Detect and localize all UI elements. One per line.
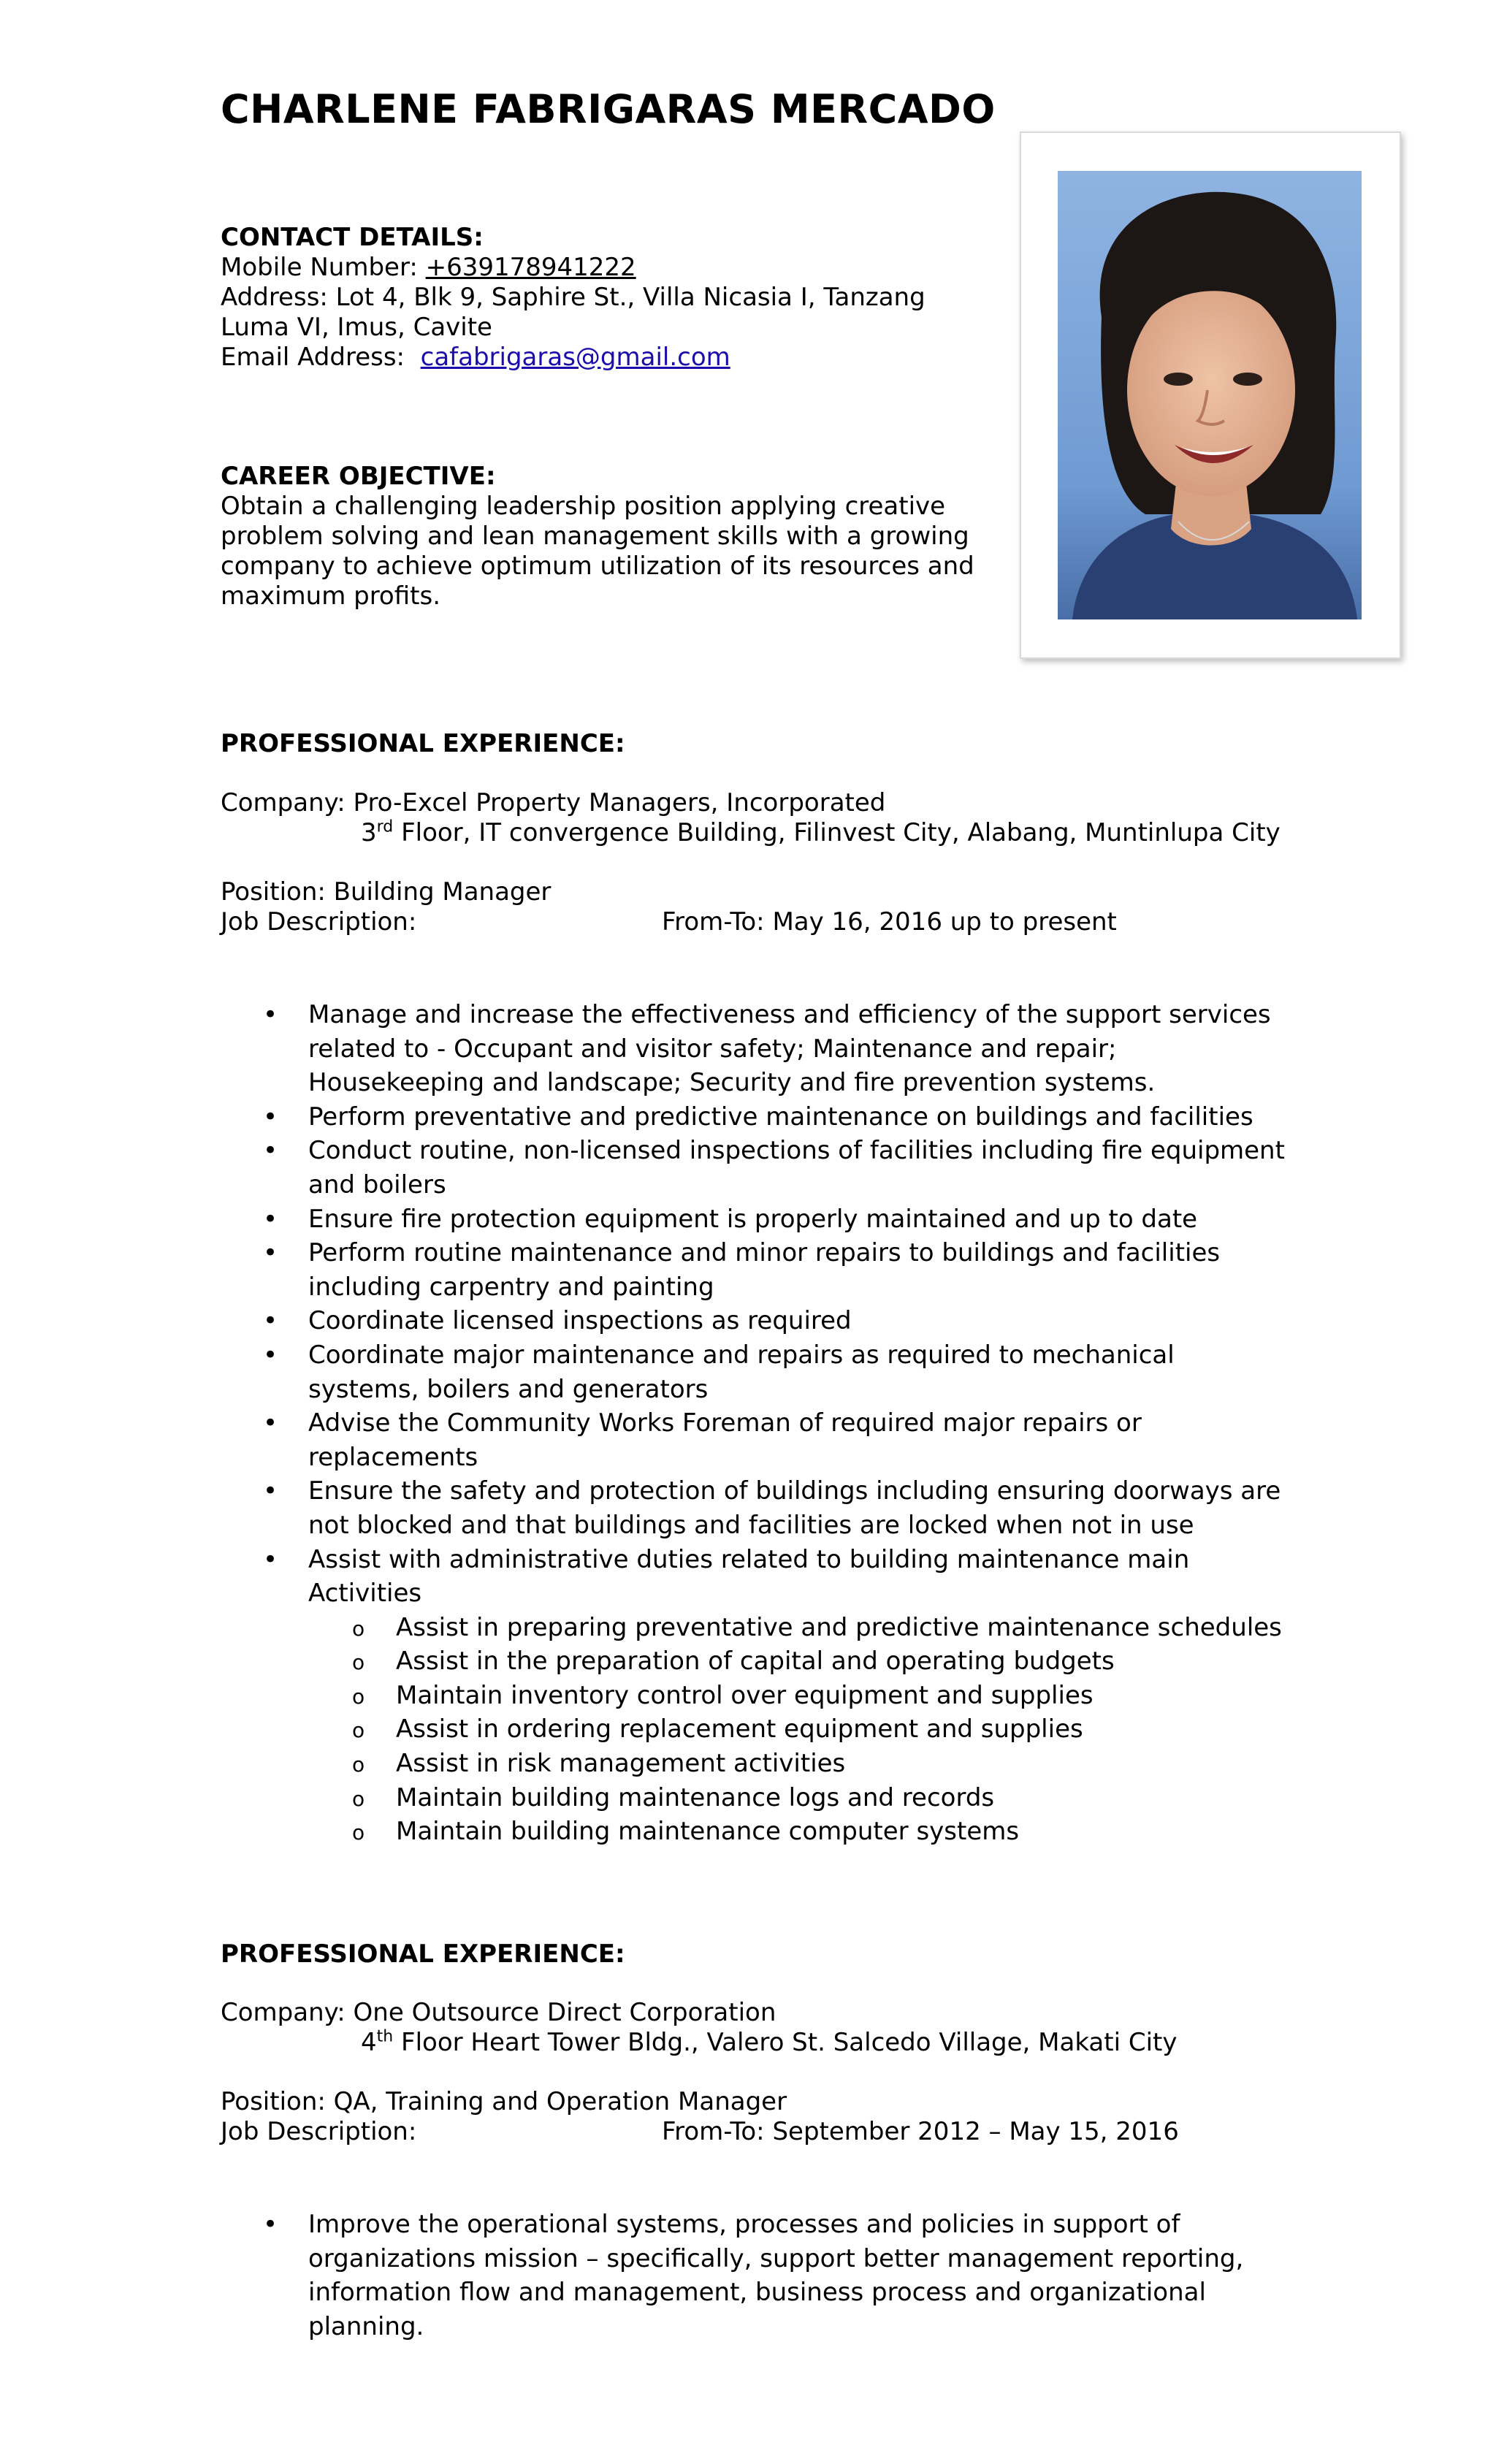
duty-bullet-line: • Assist with administrative duties related to building maintenance main	[308, 1544, 1190, 1574]
duty-bullet-item	[221, 1406, 1285, 1474]
experience-1-address-rest: Floor, IT convergence Building, Filinvest City, Alabang, Muntinlupa City	[393, 818, 1281, 847]
experience-1-floor-number: 3	[361, 818, 377, 847]
experience-2-company: Company: One Outsource Direct Corporation	[221, 1998, 776, 2027]
experience-2-position: Position: QA, Training and Operation Manager	[221, 2087, 787, 2116]
duty-sub-bullet-item: o Assist in ordering replacement equipment and supplies	[221, 1712, 1285, 1747]
duty-bullet-item	[221, 1202, 1285, 1237]
experience-1-heading: PROFESSIONAL EXPERIENCE:	[221, 729, 625, 758]
mobile-label: Mobile Number:	[221, 253, 426, 282]
experience-2-heading-block	[221, 1939, 625, 1969]
duty-bullet-line: • Perform preventative and predictive maintenance on buildings and facilities	[308, 1102, 1253, 1132]
address-line-1: Address: Lot 4, Blk 9, Saphire St., Villa Nicasia I, Tanzang	[221, 283, 926, 312]
duty-bullet-line: replacements	[308, 1442, 478, 1472]
duty-bullet-item	[221, 1474, 1285, 1542]
experience-1-bullet-list	[221, 998, 1285, 1611]
experience-1-company: Company: Pro-Excel Property Managers, Incorporated	[221, 788, 886, 817]
experience-2-jd-label: Job Description:	[221, 2117, 417, 2146]
contact-heading: CONTACT DETAILS:	[221, 223, 484, 252]
mobile-line	[221, 253, 926, 283]
duty-bullet-line: systems, boilers and generators	[308, 1374, 709, 1404]
experience-2-position-block	[221, 2087, 1179, 2147]
duty-sub-bullet-item: o Maintain building maintenance computer systems	[221, 1815, 1285, 1849]
experience-1-company-block	[221, 788, 1281, 848]
duty-bullet-line: including carpentry and painting	[308, 1272, 714, 1302]
experience-1-jd-row	[221, 907, 1117, 937]
duty-bullet-line: Activities	[308, 1579, 422, 1609]
experience-2-heading: PROFESSIONAL EXPERIENCE:	[221, 1939, 625, 1969]
duty-sub-bullet-item: o Assist in preparing preventative and predictive maintenance schedules	[221, 1611, 1285, 1645]
experience-2-dates: From-To: September 2012 – May 15, 2016	[662, 2117, 1179, 2146]
experience-1-address	[221, 818, 1281, 848]
duty-sub-bullet-item: o Assist in risk management activities	[221, 1747, 1285, 1781]
experience-2-address-rest: Floor Heart Tower Bldg., Valero St. Salcedo Village, Makati City	[393, 2028, 1178, 2057]
duty-sub-bullet-item: o Maintain building maintenance logs and records	[221, 1781, 1285, 1815]
profile-photo-frame	[1020, 131, 1401, 659]
experience-1-duties	[221, 998, 1285, 1849]
experience-2-company-block	[221, 1998, 1178, 2058]
experience-2-bullet-list	[221, 2208, 1243, 2343]
candidate-name: CHARLENE FABRIGARAS MERCADO	[221, 86, 996, 132]
duty-bullet-line: • Improve the operational systems, processes and policies in support of	[308, 2210, 1180, 2239]
objective-section	[221, 462, 974, 611]
duty-bullet-item	[221, 1236, 1285, 1304]
experience-1-dates: From-To: May 16, 2016 up to present	[662, 907, 1117, 937]
profile-photo	[1058, 171, 1362, 619]
experience-2-address	[221, 2028, 1178, 2058]
experience-1-jd-label: Job Description:	[221, 907, 417, 937]
duty-bullet-line: • Ensure the safety and protection of buildings including ensuring doorways are	[308, 1476, 1281, 1506]
duty-bullet-line: organizations mission – specifically, support better management reporting,	[308, 2243, 1244, 2273]
experience-1-position: Position: Building Manager	[221, 877, 552, 907]
duty-bullet-line: and boilers	[308, 1170, 446, 1199]
experience-1-floor-suffix: rd	[376, 817, 394, 836]
objective-heading: CAREER OBJECTIVE:	[221, 462, 496, 491]
duty-bullet-item	[221, 1543, 1285, 1611]
duty-bullet-line: • Coordinate major maintenance and repairs as required to mechanical	[308, 1340, 1175, 1370]
experience-2-duties	[221, 2208, 1243, 2343]
duty-sub-bullet-item: o Assist in the preparation of capital and operating budgets	[221, 1644, 1285, 1679]
objective-line: company to achieve optimum utilization of its resources and	[221, 552, 974, 581]
experience-1-position-block	[221, 877, 1117, 937]
experience-2-floor-number: 4	[361, 2028, 377, 2057]
duty-bullet-line: • Coordinate licensed inspections as required	[308, 1306, 852, 1336]
duty-bullet-item	[221, 1100, 1285, 1134]
duty-bullet-line: planning.	[308, 2311, 424, 2341]
objective-line: Obtain a challenging leadership position applying creative	[221, 492, 946, 521]
duty-bullet-line: • Perform routine maintenance and minor repairs to buildings and facilities	[308, 1238, 1221, 1268]
mobile-number-link[interactable]: +639178941222	[425, 253, 636, 282]
experience-2-floor-suffix: th	[376, 2027, 394, 2046]
experience-1-heading-block	[221, 729, 625, 759]
duty-bullet-line: • Ensure fire protection equipment is properly maintained and up to date	[308, 1204, 1198, 1234]
experience-1-sub-bullet-list	[221, 1611, 1285, 1849]
experience-2-jd-row	[221, 2117, 1179, 2147]
duty-bullet-line: Housekeeping and landscape; Security and fire prevention systems.	[308, 1068, 1156, 1098]
duty-bullet-item	[221, 2208, 1243, 2343]
email-label: Email Address:	[221, 343, 421, 372]
duty-sub-bullet-item: o Maintain inventory control over equipment and supplies	[221, 1679, 1285, 1713]
address-line-2: Luma VI, Imus, Cavite	[221, 313, 492, 342]
duty-bullet-line: • Advise the Community Works Foreman of required major repairs or	[308, 1408, 1142, 1438]
duty-bullet-item	[221, 1134, 1285, 1202]
email-link[interactable]: cafabrigaras@gmail.com	[420, 343, 730, 372]
objective-line: maximum profits.	[221, 581, 441, 611]
duty-bullet-item	[221, 1338, 1285, 1406]
duty-bullet-line: not blocked and that buildings and facilities are locked when not in use	[308, 1510, 1194, 1540]
duty-bullet-line: • Manage and increase the effectiveness and efficiency of the support services	[308, 1000, 1271, 1029]
duty-bullet-line: information flow and management, business process and organizational	[308, 2278, 1206, 2308]
objective-line: problem solving and lean management skills with a growing	[221, 522, 969, 551]
duty-bullet-line: • Conduct routine, non-licensed inspections of facilities including fire equipment	[308, 1136, 1285, 1166]
duty-bullet-item	[221, 1304, 1285, 1338]
contact-section	[221, 223, 926, 373]
duty-bullet-line: related to - Occupant and visitor safety; Maintenance and repair;	[308, 1034, 1117, 1064]
email-line	[221, 343, 926, 373]
duty-bullet-item	[221, 998, 1285, 1100]
